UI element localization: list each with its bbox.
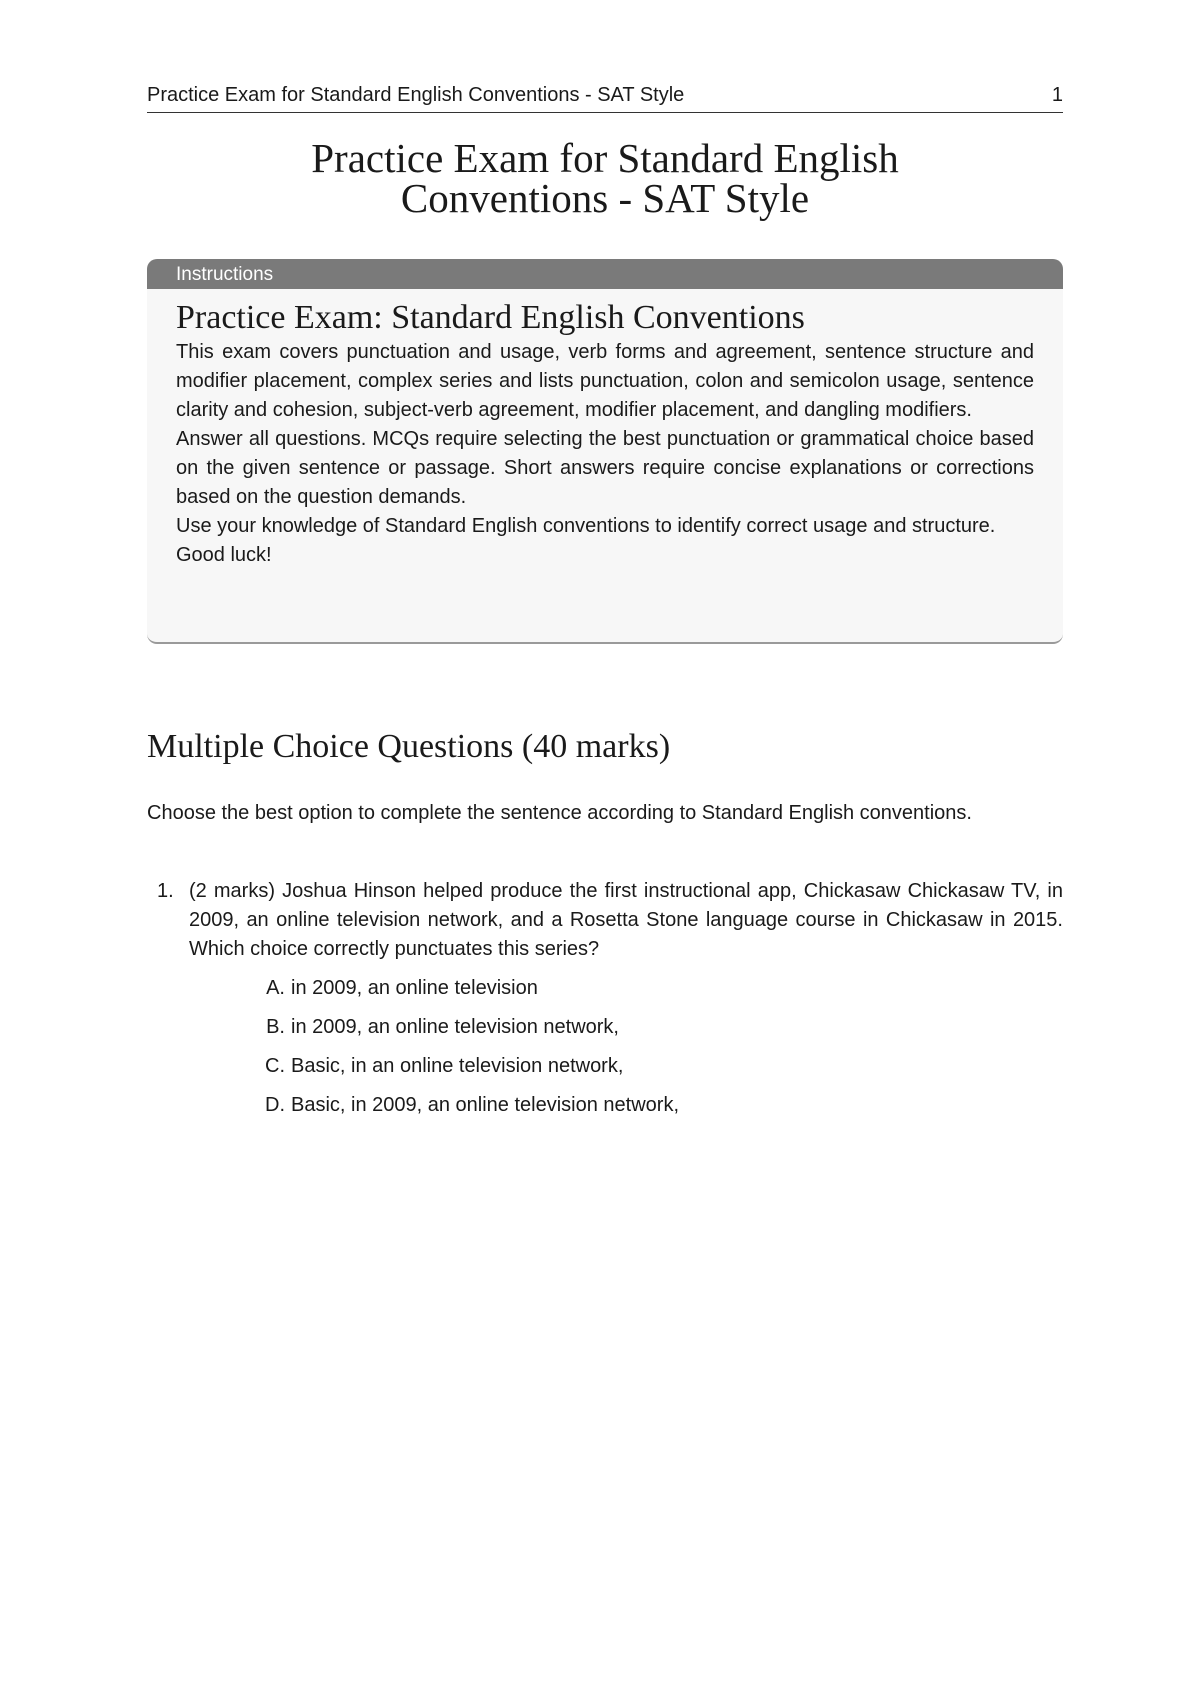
question-number: 1. xyxy=(157,880,174,902)
option-text: Basic, in 2009, an online television network, xyxy=(291,1094,680,1116)
instructions-heading: Practice Exam: Standard English Conventions xyxy=(176,299,805,336)
question-item xyxy=(147,877,1063,1130)
instructions-paragraph: Good luck! xyxy=(176,544,272,566)
option-letter: D. xyxy=(265,1094,285,1116)
option-letter: B. xyxy=(266,1016,285,1038)
instructions-body xyxy=(147,289,1063,570)
running-header xyxy=(147,84,1063,113)
option-text: Basic, in an online television network, xyxy=(291,1055,624,1077)
instructions-paragraph: This exam covers punctuation and usage, verb forms and agreement, sentence structure and modifier placement, complex series and lists punctuation, colon and semicolon usage, sentence clarity and cohesion, subject-verb agreement, modifier placement, and dangling modifiers. xyxy=(176,341,1034,421)
page-number: 1 xyxy=(1051,84,1063,106)
instructions-box xyxy=(147,259,1063,644)
answer-option-b[interactable] xyxy=(147,1013,1063,1052)
instructions-bar: Instructions xyxy=(147,259,1063,289)
answer-option-c[interactable] xyxy=(147,1052,1063,1091)
question-text: (2 marks) Joshua Hinson helped produce the first instructional app, Chickasaw Chickasaw TV, in 2009, an online television network, and a Rosetta Stone language course in Chickasaw in 2015. Which choice correctly punctuates this series? xyxy=(189,880,1063,960)
answer-options xyxy=(147,974,1063,1130)
option-letter: C. xyxy=(265,1055,285,1077)
instructions-paragraph: Use your knowledge of Standard English conventions to identify correct usage and structure. xyxy=(176,515,996,537)
option-letter: A. xyxy=(266,977,285,999)
answer-option-a[interactable] xyxy=(147,974,1063,1013)
option-text: in 2009, an online television network, xyxy=(291,1016,619,1038)
option-text: in 2009, an online television xyxy=(291,977,538,999)
running-title: Practice Exam for Standard English Conventions - SAT Style xyxy=(147,84,685,106)
document-title-line-1: Practice Exam for Standard English xyxy=(311,135,899,181)
section-heading: Multiple Choice Questions (40 marks) xyxy=(147,728,671,765)
document-title xyxy=(147,135,1063,221)
document-title-line-2: Conventions - SAT Style xyxy=(400,175,810,221)
instructions-paragraph: Answer all questions. MCQs require selecting the best punctuation or grammatical choice based on the given sentence or passage. Short answers require concise explanations or corrections based on the question demands. xyxy=(176,428,1034,508)
answer-option-d[interactable] xyxy=(147,1091,1063,1130)
section-intro: Choose the best option to complete the sentence according to Standard English conventions. xyxy=(147,802,972,824)
